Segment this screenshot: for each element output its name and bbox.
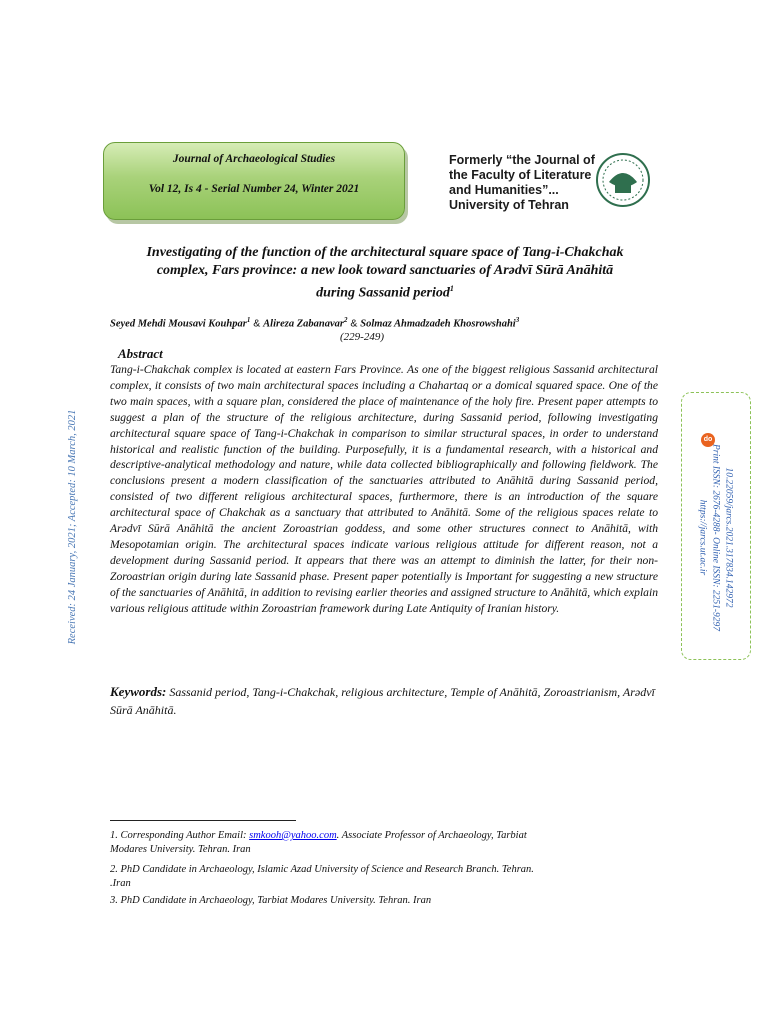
footnote-1 (110, 829, 670, 857)
keywords (110, 683, 660, 719)
abstract-body: Tang-i-Chakchak complex is located at eastern Fars Province. As one of the biggest religious Sassanid architectural complex, it consists of two main architectural spaces including a Chahartaq or a domical squared space. One of the two main spaces, with a square plan, considered the place of maintenance of the holy fire. Present paper attempts to suggest a plan of the structure of the religious architecture, during Sassanid period, following investigating architectural square space of Tang-i-Chakchak in comparison to similar structural spaces, in order to understand historical and realistic function of the building. Purposefully, it is a fundamental research, with a historical and descriptive-analytical methodology and nature, while data collected bibliographically and following fieldwork. The conclusions present a modern classification of the sanctuaries attributed to Anāhitā during Sassanid period, consisted of two different religious architectural spaces, furthermore, there is an introduction of the square architectural space of Chakchak as a sanctuary that attributed to Anāhitā. Some of the religious spaces relate to Arədvī Sūrā Anāhitā the ancient Zoroastrian goddess, and some other structures connect to Anāhitā, with Mesopotamian origin. The architectural spaces indicate various religious attitude for different reason, not a development during Sassanid period. It appears that there was an attempt to diminish the latter, for their non-Zoroastrian origin during late Sassanid phase. Present paper potentially is Important for suggesting a new structure of the sanctuaries of Anāhitā, in addition to revising earlier theories and assigned structure to Anāhitā, which explain various religious attitude within Zoroastrian framework during Late Antiquity of Iranian history. (110, 363, 658, 615)
footnote-text: . Associate Professor of Archaeology, Tarbiat (336, 830, 527, 841)
author-name: Alireza Zabanavar (263, 318, 344, 330)
footnote-text: .Iran (110, 878, 131, 889)
author-footnote-mark: 2 (343, 316, 348, 324)
issn-text: Print ISSN: 2676-4288- Online ISSN: 2251-9297 (710, 443, 721, 632)
title-line (110, 280, 660, 303)
volume-line: Vol 12, Is 4 - Serial Number 24, Winter 2021 (148, 183, 360, 195)
abstract-heading: Abstract (118, 346, 163, 361)
title-line-text: during Sassanid period (316, 285, 450, 301)
journal-header-box (103, 142, 405, 220)
paper-title (110, 244, 660, 303)
footnote-2 (110, 863, 670, 891)
author-footnote-mark: 1 (246, 316, 251, 324)
author-email-link[interactable]: smkooh@yahoo.com (249, 830, 337, 841)
journal-name: Journal of Archaeological Studies (172, 153, 336, 165)
author-footnote-mark: 3 (515, 316, 520, 324)
author-name: Seyed Mehdi Mousavi Kouhpar (110, 318, 247, 330)
footnote-3: 3. PhD Candidate in Archaeology, Tarbiat Modares University. Tehran. Iran (110, 895, 432, 906)
received-accepted-dates: Received: 24 January, 2021; Accepted: 10 March, 2021 (67, 409, 78, 645)
footnote-text: 2. PhD Candidate in Archaeology, Islamic Azad University of Science and Research Branch. Tehran. (110, 864, 534, 875)
doi-icon: do (701, 433, 715, 447)
author-separator: & (347, 317, 361, 330)
title-footnote-mark: 1 (449, 284, 454, 293)
formerly-line: and Humanities”... (449, 183, 559, 197)
footnote-text: Modares University. Tehran. Iran (110, 844, 251, 855)
university-seal-logo (595, 152, 651, 208)
page-range: (229-249) (340, 331, 384, 343)
author-name: Solmaz Ahmadzadeh Khosrowshahi (360, 318, 516, 330)
footnote-text: 1. Corresponding Author Email: (110, 830, 250, 841)
doi-link[interactable]: 10.22059/jarcs.2021.317834.142972 (723, 467, 734, 608)
footnote-divider (110, 820, 296, 821)
title-line: complex, Fars province: a new look toward sanctuaries of Arədvī Sūrā Anāhitā (156, 263, 614, 278)
author-separator: & (250, 317, 264, 330)
title-line: Investigating of the function of the architectural square space of Tang-i-Chakchak (146, 245, 624, 260)
keywords-text: Sassanid period, Tang-i-Chakchak, religious architecture, Temple of Anāhitā, Zoroastrianism, Arədvī Sūrā Anāhitā. (110, 685, 655, 717)
identifier-text (696, 413, 735, 663)
formerly-line: Formerly “the Journal of (449, 153, 595, 167)
formerly-note (449, 153, 599, 213)
author-list (110, 316, 630, 330)
journal-url-link[interactable]: https://jarcs.ut.ac.ir (697, 499, 708, 576)
keywords-label: Keywords: (110, 684, 167, 699)
formerly-line: University of Tehran (449, 198, 569, 212)
formerly-line: the Faculty of Literature (449, 168, 592, 182)
